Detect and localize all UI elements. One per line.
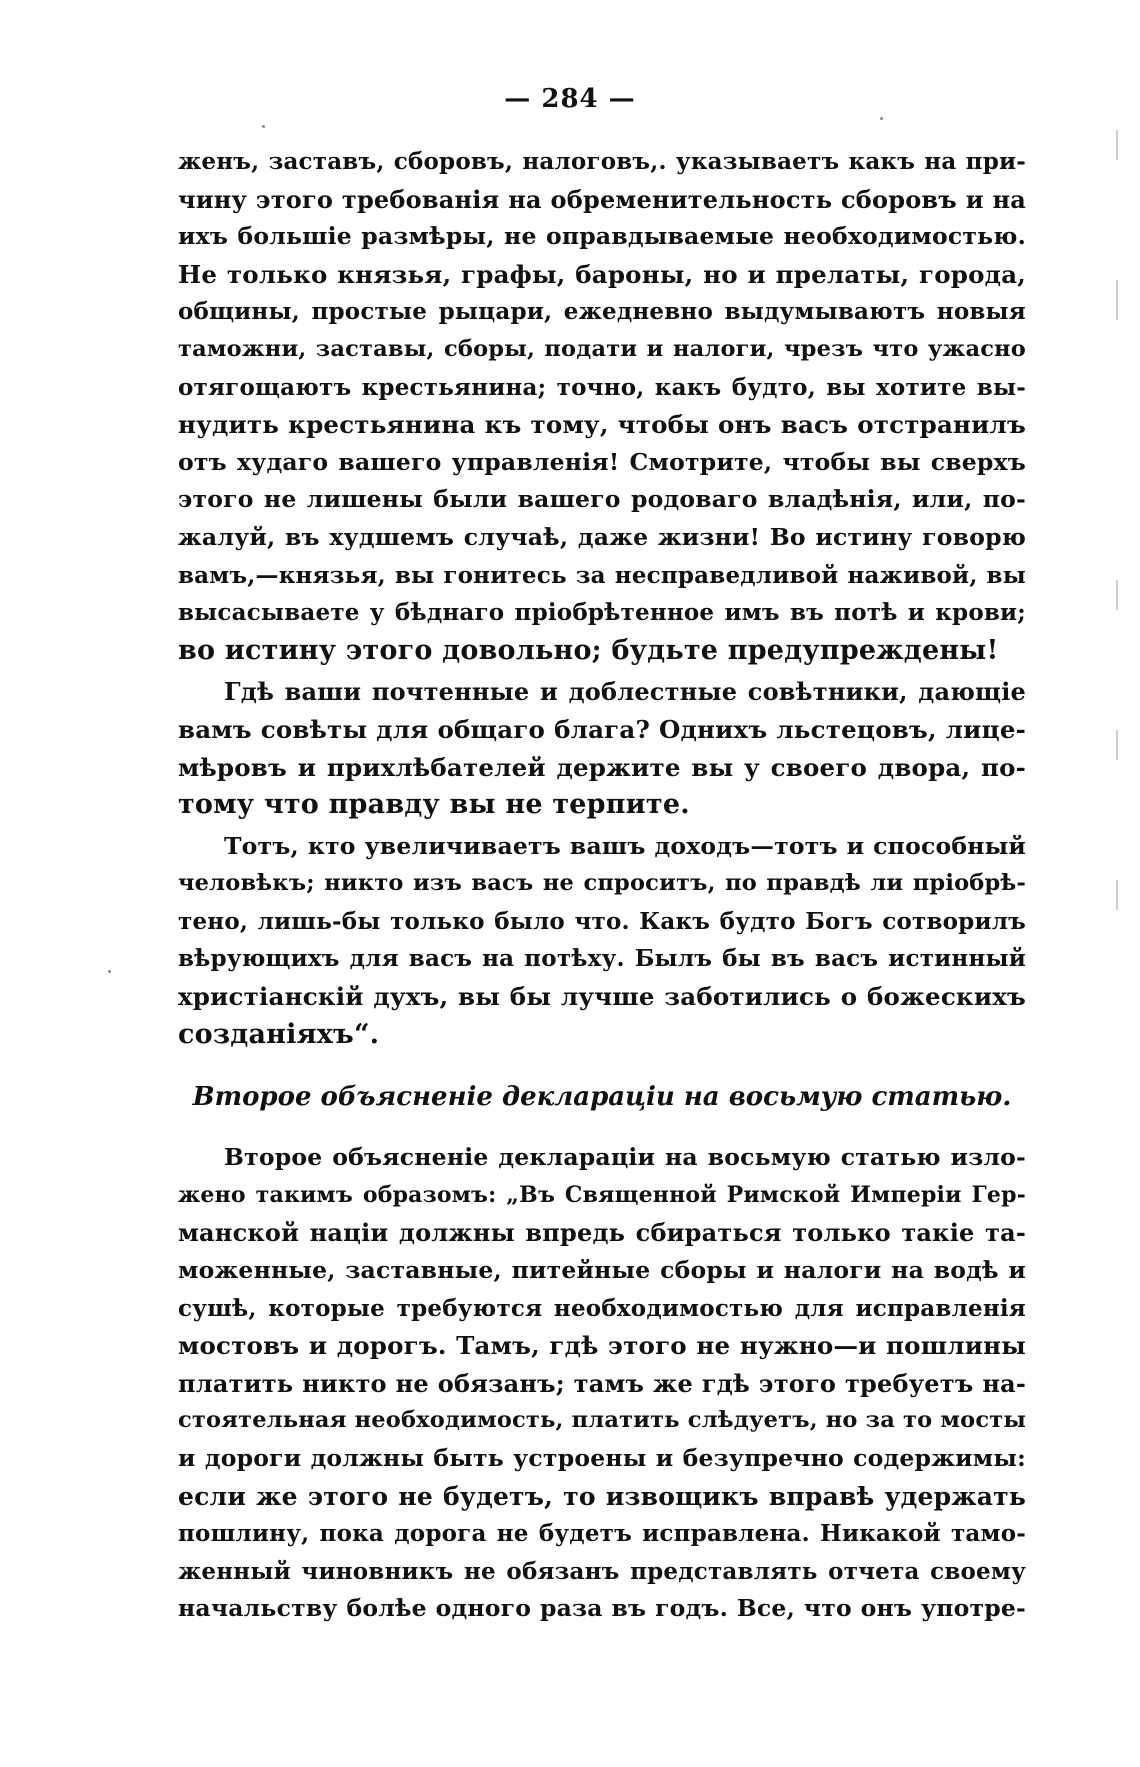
paragraph-2 <box>178 673 1026 823</box>
paragraph-4 <box>178 1139 1026 1628</box>
text-line: нудить крестьянина къ тому, чтобы онъ васъ отстранилъ <box>178 410 1026 440</box>
text-line: женный чиновникъ не обязанъ представлять отчета своему <box>178 1557 1026 1585</box>
text-line: тено, лишь-бы только было что. Какъ будто Богъ сотворилъ <box>178 907 1026 935</box>
scan-speck <box>108 970 111 973</box>
text-line: созданіяхъ“. <box>178 1018 380 1050</box>
scan-artifact-line <box>1116 880 1118 910</box>
text-line: жалуй, въ худшемъ случаѣ, даже жизни! Во истину говорю <box>178 522 1026 551</box>
text-line: Гдѣ ваши почтенные и доблестные совѣтники, дающіе <box>224 677 1026 707</box>
text-line: стоятельная необходимость, платить слѣдуетъ, но за то мосты <box>178 1407 1027 1434</box>
text-line: христіанскій духъ, вы бы лучше заботились о божескихъ <box>178 982 1026 1012</box>
text-line: Второе объясненіе деклараціи на восьмую статью изло- <box>224 1143 1026 1172</box>
text-line: начальству болѣе одного раза въ годъ. Все, что онъ употре- <box>178 1594 1026 1623</box>
text-line: человѣкъ; никто изъ васъ не спроситъ, по правдѣ ли пріобрѣ- <box>178 870 1026 897</box>
text-line: общины, простые рыцари, ежедневно выдумываютъ новыя <box>178 298 1026 326</box>
text-line: Не только князья, графы, бароны, но и прелаты, города, <box>178 259 1026 289</box>
text-line: вамъ совѣты для общаго блага? Однихъ льстецовъ, лице- <box>178 714 1026 744</box>
text-line: если же этого не будетъ, то извощикъ вправѣ удержать <box>178 1481 1026 1511</box>
text-line: Тотъ, кто увеличиваетъ вашъ доходъ—тотъ и способный <box>224 831 1026 860</box>
page-number: — 284 — <box>504 84 636 114</box>
text-line: сушѣ, которые требуются необходимостью для исправленія <box>178 1294 1026 1322</box>
text-line: тому что правду вы не терпите. <box>178 789 690 821</box>
text-line: мѣровъ и прихлѣбателей держите вы у своего двора, по- <box>178 752 1026 782</box>
text-line: манской націи должны впредь сбираться только такіе та- <box>178 1218 1026 1248</box>
scan-artifact-line <box>1116 730 1118 760</box>
scan-artifact-line <box>1116 130 1118 160</box>
text-line: пошлину, пока дорога не будетъ исправлена. Никакой тамо- <box>178 1520 1026 1548</box>
text-line: моженные, заставные, питейные сборы и налоги на водѣ и <box>178 1256 1026 1285</box>
scan-artifact-line <box>1116 580 1118 610</box>
text-line: во истину этого довольно; будьте предупреждены! <box>178 634 999 666</box>
text-line: отъ худаго вашего управленія! Смотрите, чтобы вы сверхъ <box>178 447 1026 476</box>
text-line: ихъ большіе размѣры, не оправдываемые необходимостью. <box>178 222 1026 251</box>
body-text <box>178 143 1026 1628</box>
scan-speck <box>880 117 883 120</box>
text-line: платить никто не обязанъ; тамъ же гдѣ этого требуетъ на- <box>178 1368 1026 1398</box>
text-line: вѣрующихъ для васъ на потѣху. Былъ бы въ васъ истинный <box>178 945 1026 973</box>
text-line: и дороги должны быть устроены и безупречно содержимы: <box>178 1444 1026 1472</box>
paragraph-1 <box>178 143 1026 669</box>
paragraph-3 <box>178 828 1026 1054</box>
scan-speck <box>262 125 265 128</box>
text-line: таможни, заставы, сборы, подати и налоги, чрезъ что ужасно <box>178 335 1026 362</box>
text-line: чину этого требованія на обременительность сборовъ и на <box>178 184 1026 214</box>
text-line: этого не лишены были вашего родоваго владѣнія, или, по- <box>178 485 1026 514</box>
text-line: вамъ,—князья, вы гонитесь за несправедливой наживой, вы <box>178 561 1026 589</box>
text-line: женъ, заставъ, сборовъ, налоговъ,. указываетъ какъ на при- <box>178 148 1026 175</box>
section-heading: Второе объясненіе деклараціи на восьмую статью. <box>192 1082 1012 1113</box>
text-line: отягощаютъ крестьянина; точно, какъ будто, вы хотите вы- <box>178 373 1026 401</box>
text-line: жено такимъ образомъ: „Въ Священной Римской Имперіи Гер- <box>178 1181 1026 1208</box>
text-line: мостовъ и дорогъ. Тамъ, гдѣ этого не нужно—и пошлины <box>178 1331 1026 1361</box>
text-line: высасываете у бѣднаго пріобрѣтенное имъ въ потѣ и крови; <box>178 599 1026 627</box>
scan-artifact-line <box>1116 280 1118 320</box>
